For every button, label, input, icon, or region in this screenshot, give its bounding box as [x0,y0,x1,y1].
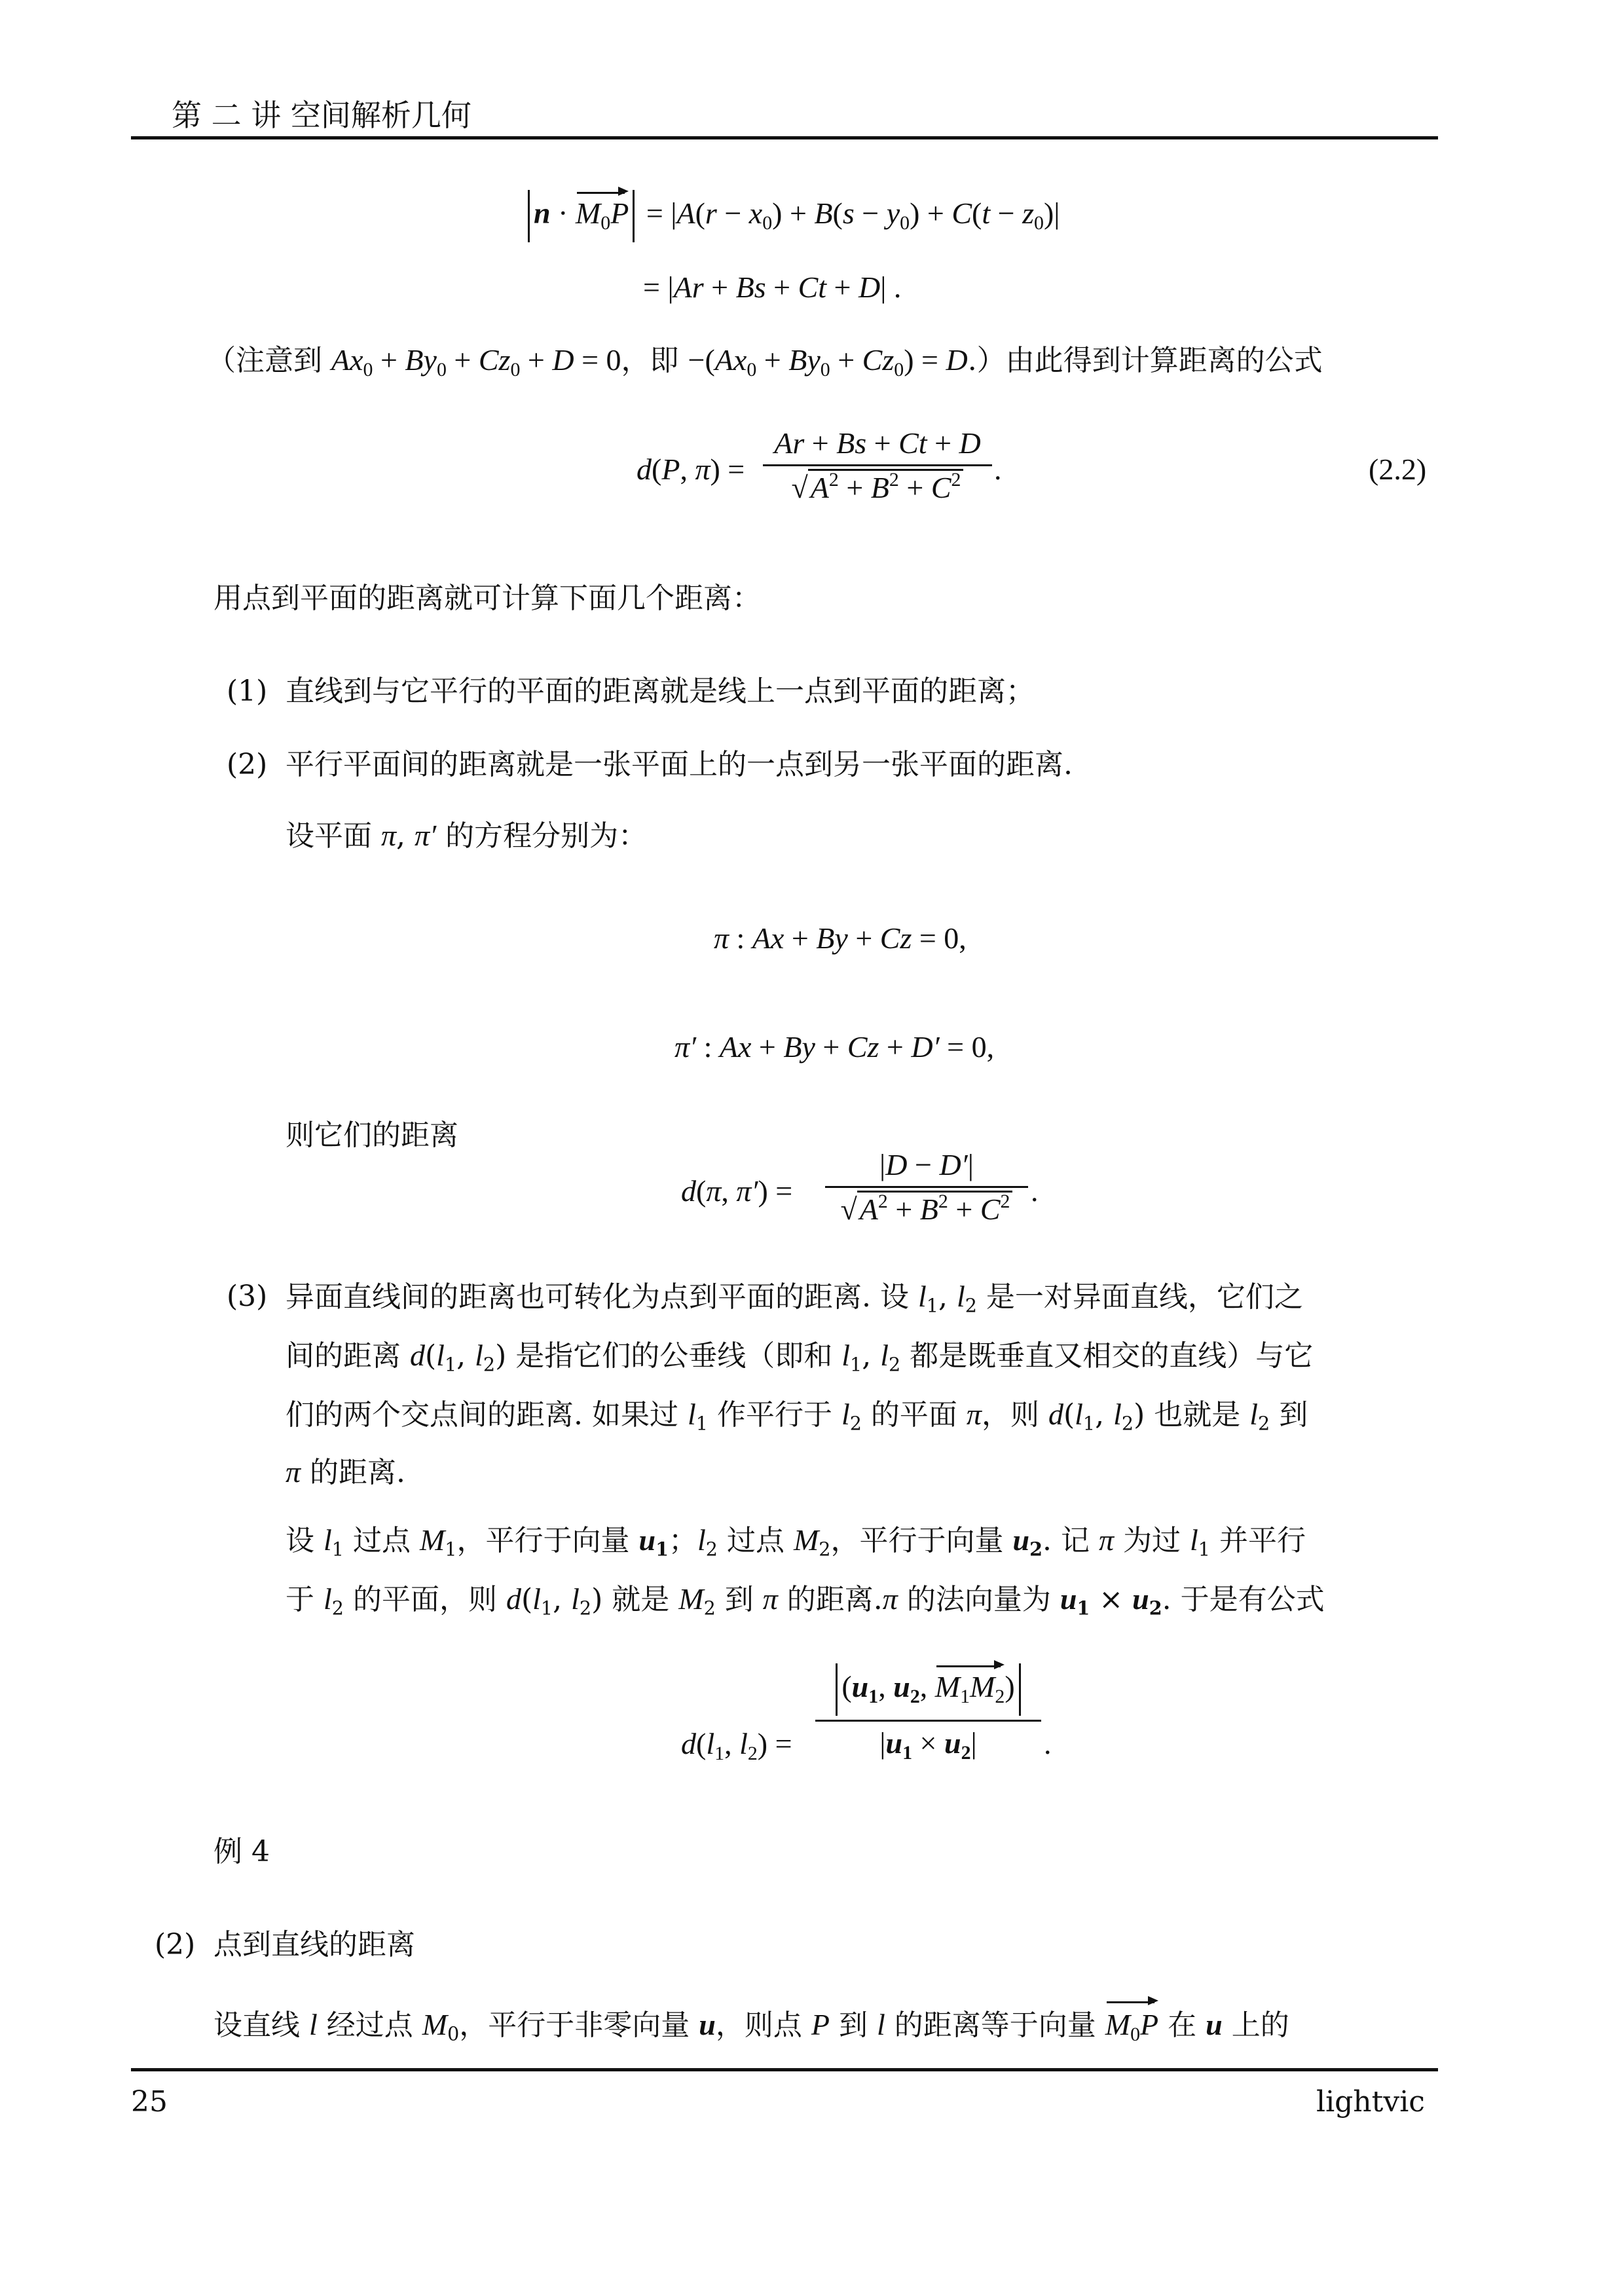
note-expr1: $Ax_0 + By_0 + Cz_0 + D = 0$ [331,343,621,380]
item-1-text: 直线到与它平行的平面的距离就是线上一点到平面的距离； [286,675,1035,708]
example-label: 例 4 [213,1835,270,1868]
note-suffix: .）由此得到计算距离的公式 [967,344,1323,377]
equation-number: (2.2) [1369,453,1427,486]
planes-dist-period: . [1031,1174,1039,1208]
planes-dist-fraction: |D − D′| $√A^2 + B^2 + C^2$ [825,1147,1028,1227]
note-line [207,341,1323,380]
item-3-para2-line-1: 设 $l_1$ 过点 $M_1$，平行于向量 $u_1$；$l_2$ 过点 $M_2$，平行于向量 $u_2$. 记 π 为过 $l_1$ 并平行 [286,1523,1306,1561]
planes-then: 则它们的距离 [286,1119,458,1152]
footer-rule [131,2068,1438,2071]
item-1-marker: (1) [227,675,268,708]
planes-dist-lhs: d(π, π′) = [681,1174,793,1208]
formula-2-2-fraction: Ar + Bs + Ct + D $√A^2 + B^2 + C^2$ [763,426,992,505]
skew-formula-period: . [1044,1727,1052,1760]
plane-eq-1: π : Ax + By + Cz = 0, [714,921,967,955]
eq-top-rhs1: = $|A(r - x_0) + B(s - y_0) + C(t - z_0)|$ [646,196,1060,234]
item-3-line-3: 们的两个交点间的距离. 如果过 $l_1$ 作平行于 $l_2$ 的平面 π，则 $d(l_1$, $l_2$) 也就是 $l_2$ 到 [286,1398,1308,1435]
skew-formula-lhs: $d(l_1$, $l_2$) = [681,1727,792,1764]
page-number: 25 [131,2085,168,2119]
item-3-line-4: π 的距离. [286,1455,406,1489]
plane-eq-2: π′ : Ax + By + Cz + D′ = 0, [674,1030,995,1064]
footer-author: lightvic [1316,2085,1425,2119]
formula-2-2-period: . [994,453,1002,486]
running-title: 第 二 讲 空间解析几何 [172,98,471,133]
item-3-para2-line-2: 于 $l_2$ 的平面，则 $d(l_1$, $l_2$) 就是 $M_2$ 到 π 的距离.π 的法向量为 $u_1 \times u_2$. 于是有公式 [286,1582,1325,1620]
equation-top-line2: = |Ar + Bs + Ct + D| . [643,270,902,304]
section-2-marker: (2) [155,1928,196,1961]
equation-top-line1: $n \cdot M_0P = |A(r - x_0) + B(s - y_0) + C(t - z_0)|$ [524,190,1060,242]
section-2-title: 点到直线的距离 [213,1928,415,1961]
intro-text: 用点到平面的距离就可计算下面几个距离： [213,582,761,615]
note-prefix: （注意到 [207,344,331,377]
item-3-line-2: 间的距离 $d(l_1$, $l_2$) 是指它们的公垂线（即和 $l_1$, $l_2$ 都是既垂直又相交的直线）与它 [286,1339,1314,1376]
item-2-marker: (2) [227,748,268,781]
item-2-text: 平行平面间的距离就是一张平面上的一点到另一张平面的距离. [286,748,1073,781]
formula-2-2-lhs: d(P, π) = [637,453,745,486]
planes-intro: 设平面 π, π′ 的方程分别为： [286,819,648,853]
section-2-line: 设直线 l 经过点 $M_0$，平行于非零向量 u，则点 P 到 l 的距离等于向量 $M_0P$ 在 u 上的 [213,2005,1289,2045]
header-rule [131,136,1438,139]
item-3-marker: (3) [227,1280,268,1313]
note-expr2: $-(Ax_0 + By_0 + Cz_0) = D$ [688,343,968,380]
item-3-line-1: 异面直线间的距离也可转化为点到平面的距离. 设 $l_1$, $l_2$ 是一对异面直线，它们之 [286,1280,1303,1317]
note-middle: ，即 [621,344,688,377]
skew-formula-fraction: ($u_1$, $u_2$, $M_1M_2$) $|u_1 \times u_2|$ [815,1663,1041,1760]
